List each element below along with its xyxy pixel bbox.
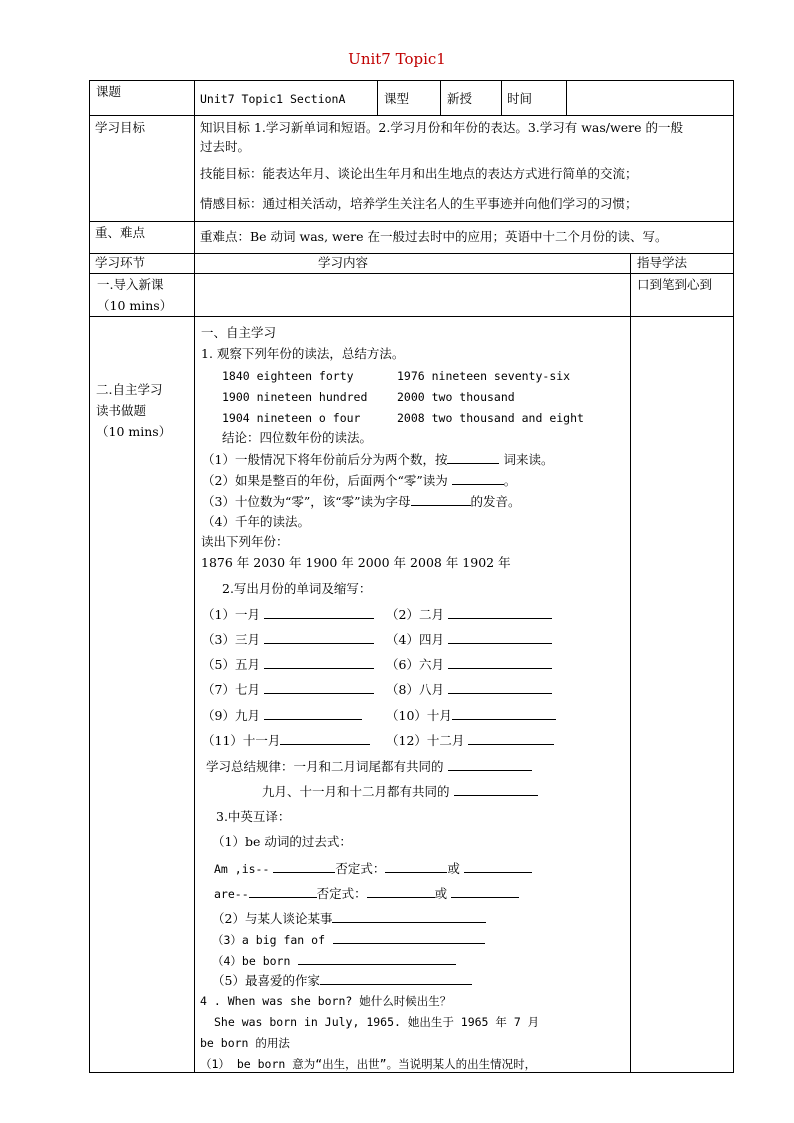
main-stage: 二.自主学习 (96, 382, 163, 397)
conclusion: 结论：四位数年份的读法。 (222, 430, 373, 445)
answer-blank[interactable] (385, 860, 447, 873)
phrase-3: （3）a big fan of (212, 931, 485, 948)
answer-blank[interactable] (367, 885, 435, 898)
answer-blank[interactable] (468, 732, 554, 745)
col-content-header: 学习内容 (318, 255, 369, 270)
answer-blank[interactable] (264, 631, 374, 644)
month-item: （3）三月 (202, 631, 374, 648)
col-stage-header: 学习环节 (95, 255, 146, 270)
read-years-label: 读出下列年份： (201, 534, 289, 549)
page-title: Unit7 Topic1 (348, 50, 446, 68)
are-line: are-- 否定式： 或 (214, 885, 519, 902)
rule-3: （3）十位数为“零”，该“零”读为字母 的发音。 (202, 494, 521, 509)
intro-stage: 一.导入新课 (97, 277, 164, 292)
answer-blank[interactable] (448, 656, 552, 669)
answer-blank[interactable] (298, 952, 456, 965)
goals-label: 学习目标 (95, 120, 146, 135)
answer-blank[interactable] (464, 860, 532, 873)
course-label: 课题 (96, 84, 122, 99)
answer-blank[interactable] (448, 681, 552, 694)
be-born-usage: be born 的用法 (200, 1036, 290, 1050)
answer-blank[interactable] (451, 885, 519, 898)
goal-skill: 技能目标：能表达年月、谈论出生年月和出生地点的表达方式进行简单的交流； (200, 166, 638, 181)
month-item: （1）一月 (202, 606, 374, 623)
year-example: 1904 nineteen o four (222, 411, 361, 425)
question-1: 1. 观察下列年份的读法，总结方法。 (201, 346, 405, 361)
question-4: 4 . When was she born? 她什么时候出生？ (200, 994, 452, 1008)
keypoints-text: 重难点：Be 动词 was, were 在一般过去时中的应用；英语中十二个月份的读、写。 (200, 229, 668, 244)
phrase-2: （2）与某人谈论某事 (212, 910, 486, 927)
answer-blank[interactable] (249, 885, 317, 898)
be-past-tense: （1）be 动词的过去式： (212, 834, 352, 849)
month-item: （11）十一月 (202, 732, 370, 749)
answer-blank[interactable] (447, 451, 499, 464)
intro-duration: （10 mins） (97, 298, 173, 313)
intro-guide: 口到笔到心到 (637, 277, 713, 292)
answer-blank[interactable] (264, 681, 374, 694)
rule-2: （2）如果是整百的年份，后面两个“零”读为 。 (202, 473, 517, 488)
col-guide-header: 指导学法 (637, 255, 688, 270)
phrase-4: （4）be born (212, 952, 456, 969)
type-label: 课型 (384, 91, 410, 106)
keypoints-label: 重、难点 (95, 225, 146, 240)
month-item: （8）八月 (386, 681, 552, 698)
month-item: （4）四月 (386, 631, 552, 648)
goal-knowledge-line1: 知识目标 1.学习新单词和短语。2.学习月份和年份的表达。3.学习有 was/were 的一般 (200, 120, 683, 135)
answer-blank[interactable] (448, 758, 532, 771)
answer-blank[interactable] (332, 910, 486, 923)
goal-knowledge-line2: 过去时。 (200, 139, 251, 154)
self-study-heading: 一、自主学习 (201, 325, 277, 340)
year-list: 1876 年 2030 年 1900 年 2000 年 2008 年 1902 年 (201, 555, 511, 570)
am-is-line: Am ,is-- 否定式： 或 (214, 860, 532, 877)
answer-blank[interactable] (454, 783, 538, 796)
month-item: （7）七月 (202, 681, 374, 698)
answer-blank[interactable] (333, 931, 485, 944)
month-item: （6）六月 (386, 656, 552, 673)
time-label: 时间 (507, 91, 533, 106)
month-item: （2）二月 (386, 606, 552, 623)
goal-emotion: 情感目标：通过相关活动，培养学生关注名人的生平事迹并向他们学习的习惯； (200, 196, 638, 211)
month-item: （5）五月 (202, 656, 374, 673)
answer-blank[interactable] (273, 860, 335, 873)
answer-blank[interactable] (411, 493, 471, 506)
month-item: （9）九月 (202, 707, 362, 724)
year-example: 1900 nineteen hundred (222, 390, 368, 404)
usage-1: （1） be born 意为“出生，出世”。当说明某人的出生情况时， (200, 1057, 537, 1071)
answer-blank[interactable] (264, 606, 374, 619)
year-example: 2008 two thousand and eight (397, 411, 584, 425)
answer-blank[interactable] (452, 707, 556, 720)
year-example: 1840 eighteen forty (222, 369, 354, 383)
rule-1: （1）一般情况下将年份前后分为两个数，按 词来读。 (202, 452, 554, 467)
main-duration: （10 mins） (96, 424, 172, 439)
year-example: 1976 nineteen seventy-six (397, 369, 571, 383)
answer-blank[interactable] (264, 656, 374, 669)
answer-blank[interactable] (280, 732, 370, 745)
answer-blank[interactable] (452, 472, 504, 485)
month-item: （10）十月 (386, 707, 556, 724)
question-2: 2.写出月份的单词及缩写： (222, 581, 372, 596)
course-value: Unit7 Topic1 SectionA (200, 92, 346, 106)
answer-blank[interactable] (448, 631, 552, 644)
phrase-5: （5）最喜爱的作家 (212, 972, 472, 989)
month-item: （12）十二月 (386, 732, 554, 749)
summary-1: 学习总结规律：一月和二月词尾都有共同的 (206, 758, 532, 775)
summary-2: 九月、十一月和十二月都有共同的 (262, 783, 538, 800)
rule-4: （4）千年的读法。 (202, 514, 310, 529)
answer-blank[interactable] (448, 606, 552, 619)
main-stage-sub: 读书做题 (96, 403, 147, 418)
type-value: 新授 (447, 91, 473, 106)
question-4-answer: She was born in July, 1965. 她出生于 1965 年 7 月 (214, 1015, 540, 1029)
year-example: 2000 two thousand (397, 390, 515, 404)
answer-blank[interactable] (264, 707, 362, 720)
answer-blank[interactable] (320, 972, 472, 985)
question-3: 3.中英互译： (216, 809, 291, 824)
